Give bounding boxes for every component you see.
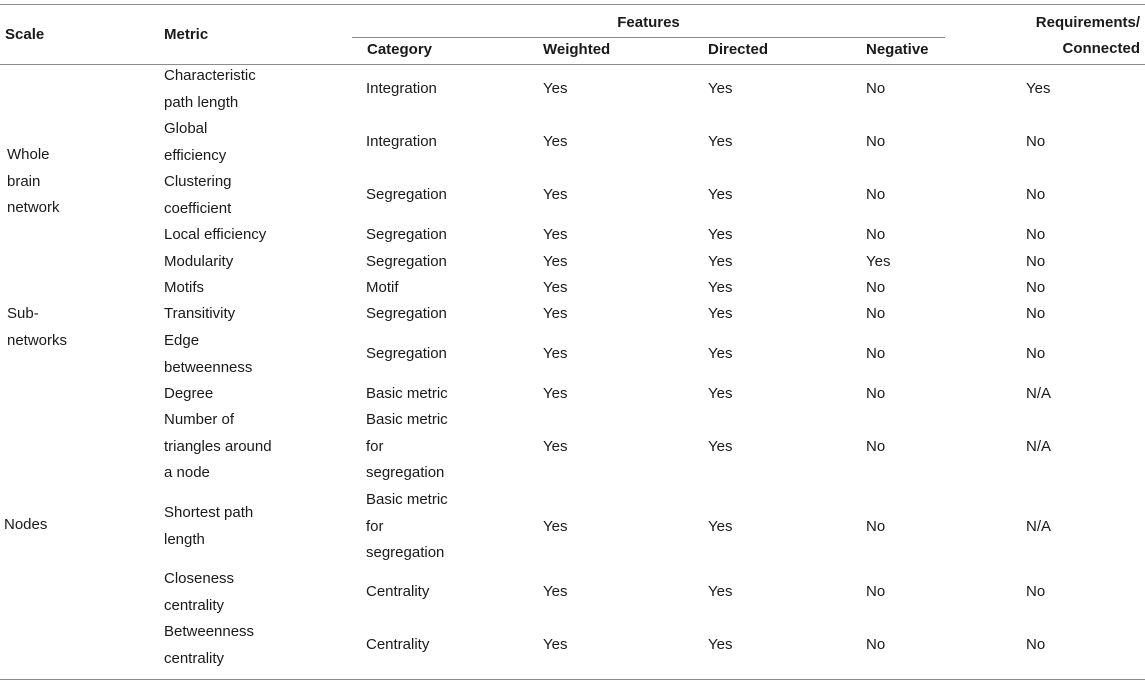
category-cell: Centrality [366,583,430,601]
category-cell: Integration [366,133,437,151]
connected-cell: No [1026,226,1046,243]
directed-cell: Yes [708,636,733,654]
connected-cell: No [1026,279,1046,296]
category-cell: Segregation [366,253,447,270]
weighted-cell: Yes [543,133,568,151]
negative-cell: No [866,226,886,243]
directed-cell: Yes [708,437,733,455]
connected-cell: N/A [1026,437,1052,455]
metric-cell: Degree [164,385,214,402]
category-cell: Integration [366,80,437,98]
negative-cell: No [866,133,886,151]
metric-cell: Betweenness centrality [164,623,255,667]
directed-cell: Yes [708,305,733,322]
weighted-cell: Yes [543,385,568,402]
category-cell: Basic metric for segregation [366,411,448,481]
directed-cell: Yes [708,186,733,204]
negative-cell: No [866,583,886,601]
directed-cell: Yes [708,517,733,535]
metric-cell: Motifs [164,279,205,296]
scale-sub-networks: Sub- networks [7,305,68,349]
negative-cell: No [866,385,886,402]
metric-cell: Closeness centrality [164,570,235,614]
header-category: Category [367,41,433,58]
directed-cell: Yes [708,253,733,270]
connected-cell: No [1026,253,1046,270]
scale-nodes: Nodes [4,516,48,533]
category-cell: Basic metric for segregation [366,491,448,561]
weighted-cell: Yes [543,437,568,455]
weighted-cell: Yes [543,583,568,601]
weighted-cell: Yes [543,186,568,204]
directed-cell: Yes [708,226,733,243]
connected-cell: N/A [1026,517,1052,535]
negative-cell: No [866,437,886,455]
negative-cell: Yes [866,253,891,270]
scale-whole-brain-network: Whole brain network [7,146,60,216]
directed-cell: Yes [708,345,733,363]
category-cell: Segregation [366,345,447,363]
category-cell: Motif [366,279,399,296]
connected-cell: No [1026,186,1046,204]
negative-cell: No [866,636,886,654]
connected-cell: No [1026,583,1046,601]
directed-cell: Yes [708,133,733,151]
category-cell: Centrality [366,636,430,654]
weighted-cell: Yes [543,80,568,98]
header-negative: Negative [866,41,929,58]
connected-cell: No [1026,636,1046,654]
negative-cell: No [866,80,886,98]
metric-cell: Transitivity [164,305,236,322]
metric-cell: Shortest path length [164,504,254,548]
features-underline [352,37,945,38]
weighted-cell: Yes [543,345,568,363]
header-requirements-connected: Requirements/ Connected [1035,14,1140,57]
directed-cell: Yes [708,80,733,98]
negative-cell: No [866,345,886,363]
metric-cell: Local efficiency [164,226,267,243]
weighted-cell: Yes [543,253,568,270]
negative-cell: No [866,305,886,322]
weighted-cell: Yes [543,517,568,535]
connected-cell: Yes [1026,80,1051,98]
table-top-rule [0,4,1145,5]
negative-cell: No [866,279,886,296]
metric-cell: Characteristic path length [164,67,256,111]
category-cell: Basic metric [366,385,448,402]
metric-cell: Edge betweenness [164,332,253,376]
directed-cell: Yes [708,279,733,296]
category-cell: Segregation [366,186,447,204]
metric-cell: Clustering coefficient [164,173,232,217]
connected-cell: No [1026,345,1046,363]
weighted-cell: Yes [543,226,568,243]
directed-cell: Yes [708,385,733,402]
category-cell: Segregation [366,305,447,322]
weighted-cell: Yes [543,279,568,296]
negative-cell: No [866,517,886,535]
connected-cell: N/A [1026,385,1052,402]
negative-cell: No [866,186,886,204]
table-bottom-rule [0,679,1145,680]
metric-cell: Global efficiency [164,120,227,164]
header-scale: Scale [5,26,45,43]
header-metric: Metric [164,26,209,43]
metric-cell: Number of triangles around a node [164,411,272,481]
header-weighted: Weighted [543,41,611,58]
weighted-cell: Yes [543,636,568,654]
header-directed: Directed [708,41,769,58]
header-features: Features [617,14,680,31]
metric-cell: Modularity [164,253,234,270]
category-cell: Segregation [366,226,447,243]
weighted-cell: Yes [543,305,568,322]
connected-cell: No [1026,305,1046,322]
directed-cell: Yes [708,583,733,601]
connected-cell: No [1026,133,1046,151]
